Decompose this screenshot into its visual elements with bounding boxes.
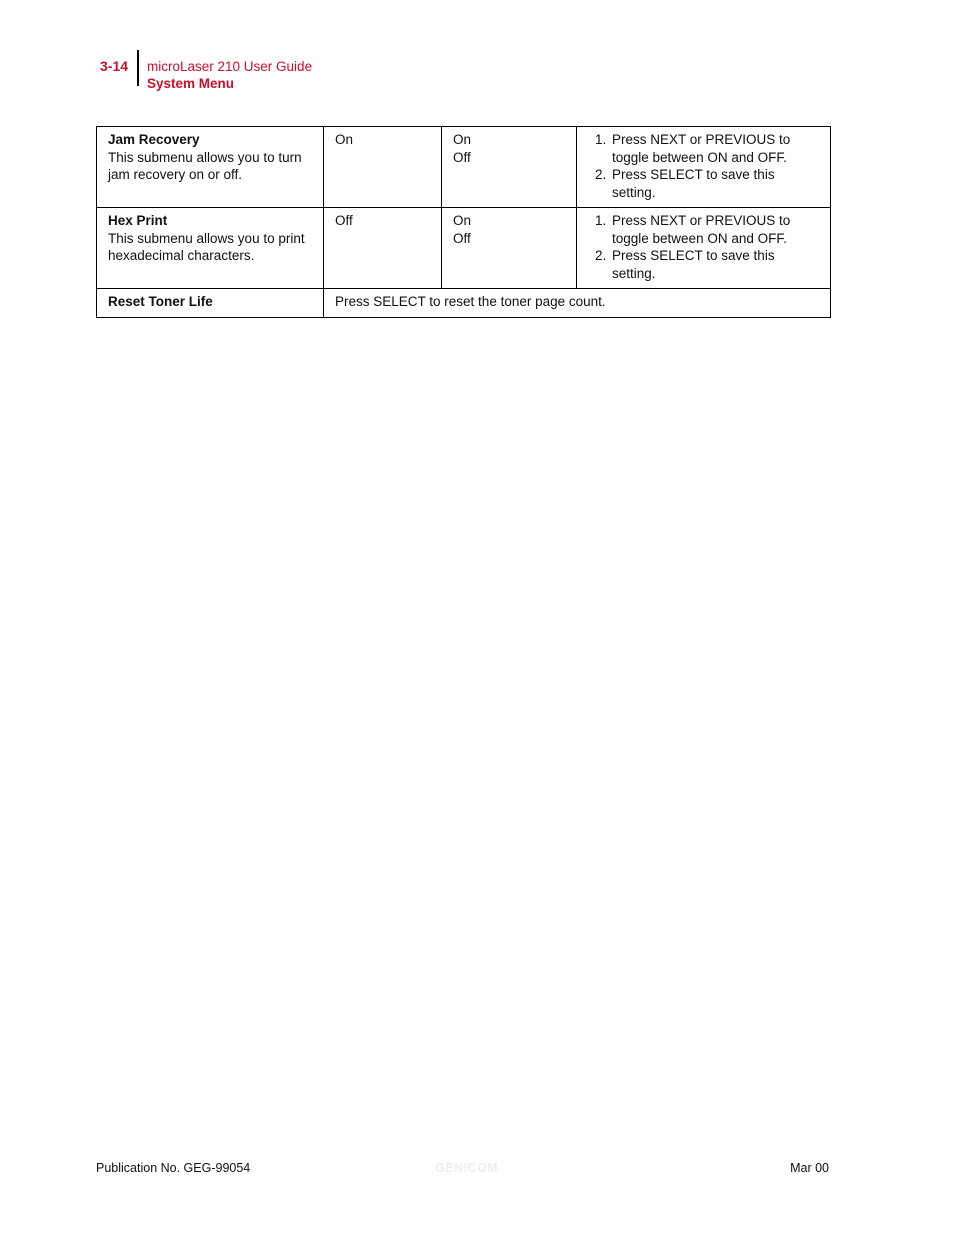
default-value-cell bbox=[324, 127, 442, 208]
table-row bbox=[97, 208, 831, 289]
step-item: 2. Press SELECT to save this setting. bbox=[610, 166, 820, 201]
steps-list bbox=[588, 212, 820, 282]
section-title: System Menu bbox=[147, 76, 235, 91]
menu-item-description: This submenu allows you to print hexadecimal characters. bbox=[108, 230, 305, 263]
table-row bbox=[97, 289, 831, 318]
menu-item-cell bbox=[97, 127, 324, 208]
brand-watermark: GENICOM bbox=[435, 1161, 499, 1175]
default-value: Off bbox=[335, 213, 353, 228]
table-row bbox=[97, 127, 831, 208]
header-divider bbox=[137, 50, 139, 86]
instruction-text: Press SELECT to reset the toner page count. bbox=[335, 294, 606, 309]
menu-item-name: Hex Print bbox=[108, 213, 168, 228]
step-item: 1. Press NEXT or PREVIOUS to toggle between ON and OFF. bbox=[610, 131, 820, 166]
menu-item-cell bbox=[97, 289, 324, 318]
option-value: Off bbox=[453, 149, 471, 165]
default-value-cell bbox=[324, 208, 442, 289]
menu-item-description: This submenu allows you to turn jam recovery on or off. bbox=[108, 149, 302, 182]
steps-list bbox=[588, 131, 820, 201]
publication-date: Mar 00 bbox=[790, 1161, 829, 1175]
menu-item-name: Jam Recovery bbox=[108, 132, 200, 147]
steps-cell bbox=[577, 208, 831, 289]
step-item: 2. Press SELECT to save this setting. bbox=[610, 247, 820, 282]
options-cell bbox=[442, 127, 577, 208]
menu-item-name: Reset Toner Life bbox=[108, 294, 213, 309]
menu-settings-table bbox=[96, 126, 831, 318]
step-item: 1. Press NEXT or PREVIOUS to toggle between ON and OFF. bbox=[610, 212, 820, 247]
publication-number: Publication No. GEG-99054 bbox=[96, 1161, 251, 1175]
default-value: On bbox=[335, 132, 354, 147]
option-value: On bbox=[453, 132, 472, 147]
instruction-cell bbox=[324, 289, 831, 318]
options-cell bbox=[442, 208, 577, 289]
guide-title: microLaser 210 User Guide bbox=[147, 59, 313, 74]
page-number: 3-14 bbox=[100, 58, 129, 74]
option-value: Off bbox=[453, 230, 471, 246]
menu-item-cell bbox=[97, 208, 324, 289]
steps-cell bbox=[577, 127, 831, 208]
option-value: On bbox=[453, 213, 472, 228]
